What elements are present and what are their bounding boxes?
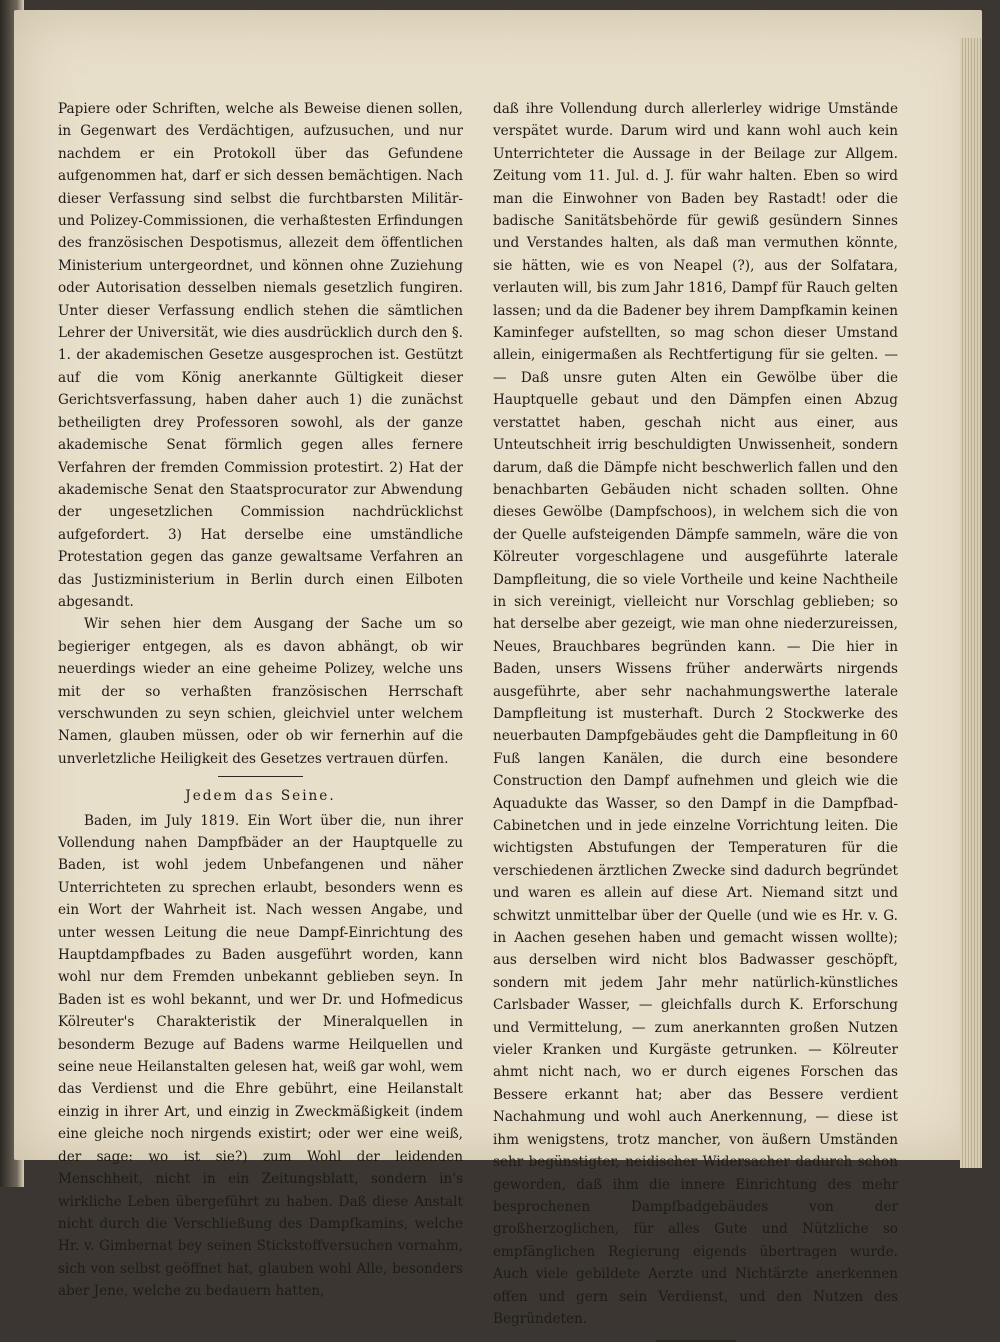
left-paragraph-1: Papiere oder Schriften, welche als Beweise dienen sollen, in Gegenwart des Verdächtigen, aufzusuchen, und nur nachdem er ein Protokoll über das Gefundene aufgenommen hat, darf er sich dessen bemächtigen. Nach dieser Verfassung sind selbst die furchtbarsten Militär- und Polizey-Commissionen, die verhaßtesten Erfindungen des französischen Despotismus, allezeit dem öffentlichen Ministerium untergeordnet, und können ohne Zuziehung oder Autorisation desselben niemals gesetzlich fungiren. Unter dieser Verfassung endlich stehen die sämtlichen Lehrer der Universität, wie dies ausdrücklich durch den §. 1. der akademischen Gesetze ausgesprochen ist. Gestützt auf die vom König anerkannte Gültigkeit dieser Gerichtsverfassung, haben daher auch 1) die zunächst betheiligten drey Professoren sowohl, als der ganze akademische Senat förmlich gegen alles fernere Verfahren der fremden Commission protestirt. 2) Hat der akademische Senat den Staatsprocurator zur Abwendung der ungesetzlichen Commission nachdrücklichst aufgefordert. 3) Hat derselbe eine umständliche Protestation gegen das ganze gewaltsame Verfahren an das Justizministerium in Berlin durch einen Eilboten abgesandt. [58, 101, 463, 610]
right-text-column [493, 98, 898, 1342]
page-edge-stack [960, 38, 982, 1168]
left-text-column [58, 98, 463, 1303]
article-title: Jedem das Seine. [185, 788, 336, 805]
left-paragraph-2: Wir sehen hier dem Ausgang der Sache um so begieriger entgegen, als es davon abhängt, ob wir neuerdings wieder an eine geheime Polizey, welche uns mit der so verhaßten französischen Herrschaft verschwunden zu seyn schien, gleichviel unter welchem Namen, glauben müssen, oder ob wir fernerhin auf die unverletzliche Heiligkeit des Gesetzes vertrauen dürfen. [58, 616, 463, 767]
left-paragraph-3: Baden, im July 1819. Ein Wort über die, nun ihrer Vollendung nahen Dampfbäder an der Hauptquelle zu Baden, ist wohl jedem Unbefangenen und näher Unterrichteten zu sprechen erlaubt, besonders wenn es ein Wort der Wahrheit ist. Nach wessen Angabe, und unter wessen Leitung die neue Dampf-Einrichtung des Hauptdampfbades zu Baden ausgeführt worden, kann wohl nur dem Fremden unbekannt geblieben seyn. In Baden ist es wohl bekannt, und wer Dr. und Hofmedicus Kölreuter's Charakteristik der Mineralquellen in besonderm Bezuge auf Badens warme Heilquellen und seine neue Heilanstalten gelesen hat, weiß gar wohl, wem das Verdienst und die Ehre gebührt, eine Heilanstalt einzig in ihrer Art, und einzig in Zweckmäßigkeit (indem eine gleiche noch nirgends existirt; oder wer eine weiß, der sage: wo ist sie?) zum Wohl der leidenden Menschheit, nicht in ein Zeitungsblatt, sondern in's wirkliche Leben übergeführt zu haben. Daß diese Anstalt nicht durch die Verschließung des Dampfkamins, welche Hr. v. Gimbernat bey seinen Stickstoffversuchen vornahm, sich von selbst geöffnet hat, glauben wohl Alle, besonders aber Jene, welche zu bedauern hatten, [58, 812, 463, 1300]
right-paragraph-1: daß ihre Vollendung durch allerlerley widrige Umstände verspätet wurde. Darum wird und kann wohl auch kein Unterrichteter die Aussage in der Beilage zur Allgem. Zeitung vom 11. Jul. d. J. für wahr halten. Eben so wird man die Einwohner von Baden bey Rastadt! oder die badische Sanitätsbehörde für gewiß gesündern Sinnes und Verstandes halten, als daß man vermuthen könnte, sie hätten, wie es von Neapel (?), aus der Solfatara, verlauten will, bis zum Jahr 1816, Dampf für Rauch gelten lassen; und da die Badener bey ihrem Dampfkamin keinen Kaminfeger aufstellten, so mag schon dieser Umstand allein, einigermaßen als Rechtfertigung für sie gelten. — — Daß unsre guten Alten ein Gewölbe über die Hauptquelle gebaut und den Dämpfen einen Abzug verstattet haben, geschah nicht aus einer, aus Unteutschheit irrig beschuldigten Unwissenheit, sondern darum, daß die Dämpfe nicht beschwerlich fallen und den benachbarten Gebäuden nicht schaden sollten. Ohne dieses Gewölbe (Dampfschoos), in welchem sich die von der Quelle aufsteigenden Dämpfe sammeln, wäre die von Kölreuter vorgeschlagene und ausgeführte laterale Dampfleitung, die so viele Vortheile und keine Nachtheile in sich vereinigt, vielleicht nur Vorschlag geblieben; so hat derselbe aber gezeigt, wie man ohne niederzureissen, Neues, Brauchbares begründen kann. — Die hier in Baden, unsers Wissens früher anderwärts nirgends ausgeführte, aber sehr nachahmungswerthe laterale Dampfleitung ist musterhaft. Durch 2 Stockwerke des neuerbauten Dampfgebäudes geht die Dampfleitung in 60 Fuß langen Kanälen, die durch eine besondere Construction den Dampf aufnehmen und gleich wie die Aquadukte das Wasser, so den Dampf in die Dampfbad-Cabinetchen und in jede einzelne Vorrichtung leiten. Die wichtigsten Abstufungen der Temperaturen für die verschiedenen ärztlichen Zwecke sind dadurch begründet und waren es allein auf diese Art. Niemand sitzt und schwitzt unmittelbar über der Quelle (und wie es Hr. v. G. in Aachen gesehen haben und gemacht wissen wollte); aus derselben wird nicht blos Badwasser geschöpft, sondern mit jedem Jahr mehr natürlich-künstliches Carlsbader Wasser, — gleichfalls durch K. Erforschung und Vermittelung, — zum anerkannten großen Nutzen vieler Kranken und Kurgäste getrunken. — Kölreuter ahmt nicht nach, wo er durch eigenes Forschen das Bessere erkannt hat; aber das Bessere verdient Nachahmung und wohl auch Anerkennung, — diese ist ihm wenigstens, trotz mancher, von äußern Umständen sehr begünstigter, neidischer Widersacher dadurch schon geworden, daß ihm die innere Einrichtung des mehr besprochenen Dampfbadgebäudes von der großherzoglichen, für alles Gute und Nützliche so empfänglichen Regierung eigends übertragen wurde. Auch viele gebildete Aerzte und Nichtärzte anerkennen offen und gern sein Verdienst, und den Nutzen des Begründeten. [493, 101, 898, 1327]
section-divider [218, 776, 303, 777]
